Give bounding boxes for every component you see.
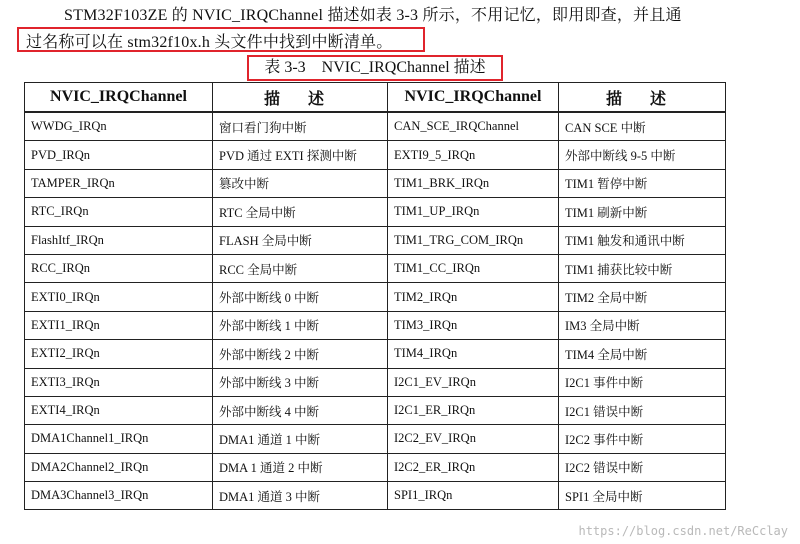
description-cell: 外部中断线 0 中断: [213, 283, 388, 311]
table-caption: 表 3-3 NVIC_IRQChannel 描述: [247, 55, 503, 81]
description-cell: IM3 全局中断: [559, 311, 726, 339]
description-cell: I2C1 事件中断: [559, 368, 726, 396]
irq-channel-cell: EXTI2_IRQn: [25, 340, 213, 368]
irq-channel-cell: TAMPER_IRQn: [25, 169, 213, 197]
irq-channel-cell: RTC_IRQn: [25, 198, 213, 226]
irq-channel-cell: I2C1_EV_IRQn: [388, 368, 559, 396]
table-row: [25, 340, 726, 368]
paragraph-line-2: 过名称可以在 stm32f10x.h 头文件中找到中断清单。: [26, 34, 393, 51]
irq-channel-cell: EXTI9_5_IRQn: [388, 141, 559, 169]
table-row: [25, 453, 726, 481]
irq-channel-cell: PVD_IRQn: [25, 141, 213, 169]
table-row: [25, 254, 726, 282]
description-cell: I2C2 错误中断: [559, 453, 726, 481]
irq-channel-cell: CAN_SCE_IRQChannel: [388, 112, 559, 141]
irq-channel-cell: TIM1_BRK_IRQn: [388, 169, 559, 197]
paragraph-line-1: STM32F103ZE 的 NVIC_IRQChannel 描述如表 3-3 所示，不用记忆，即用即查，并且通: [64, 7, 682, 24]
irq-channel-cell: FlashItf_IRQn: [25, 226, 213, 254]
irq-channel-cell: EXTI3_IRQn: [25, 368, 213, 396]
description-cell: RCC 全局中断: [213, 254, 388, 282]
irq-channel-cell: TIM2_IRQn: [388, 283, 559, 311]
table-row: [25, 311, 726, 339]
table-row: [25, 112, 726, 141]
table-row: [25, 482, 726, 510]
irq-table: [24, 82, 726, 510]
irq-channel-cell: RCC_IRQn: [25, 254, 213, 282]
table-row: [25, 283, 726, 311]
irq-channel-cell: EXTI0_IRQn: [25, 283, 213, 311]
irq-channel-cell: TIM3_IRQn: [388, 311, 559, 339]
description-cell: I2C1 错误中断: [559, 396, 726, 424]
description-cell: DMA1 通道 1 中断: [213, 425, 388, 453]
description-cell: RTC 全局中断: [213, 198, 388, 226]
table-row: [25, 425, 726, 453]
irq-channel-cell: DMA3Channel3_IRQn: [25, 482, 213, 510]
irq-channel-cell: SPI1_IRQn: [388, 482, 559, 510]
irq-channel-cell: I2C2_EV_IRQn: [388, 425, 559, 453]
description-cell: CAN SCE 中断: [559, 112, 726, 141]
description-cell: 篡改中断: [213, 169, 388, 197]
description-cell: 外部中断线 3 中断: [213, 368, 388, 396]
description-cell: TIM1 捕获比较中断: [559, 254, 726, 282]
description-cell: 窗口看门狗中断: [213, 112, 388, 141]
irq-channel-cell: I2C1_ER_IRQn: [388, 396, 559, 424]
table-row: [25, 169, 726, 197]
table-row: [25, 141, 726, 169]
description-cell: TIM2 全局中断: [559, 283, 726, 311]
description-cell: FLASH 全局中断: [213, 226, 388, 254]
description-cell: SPI1 全局中断: [559, 482, 726, 510]
table-header-row: [25, 83, 726, 113]
highlight-box: [17, 27, 425, 52]
description-cell: 外部中断线 4 中断: [213, 396, 388, 424]
description-cell: PVD 通过 EXTI 探测中断: [213, 141, 388, 169]
description-cell: TIM1 触发和通讯中断: [559, 226, 726, 254]
table-row: [25, 226, 726, 254]
description-cell: I2C2 事件中断: [559, 425, 726, 453]
irq-channel-cell: I2C2_ER_IRQn: [388, 453, 559, 481]
header-description: 描 述: [559, 83, 726, 113]
irq-channel-cell: DMA1Channel1_IRQn: [25, 425, 213, 453]
description-cell: TIM4 全局中断: [559, 340, 726, 368]
description-cell: TIM1 暂停中断: [559, 169, 726, 197]
table-row: [25, 198, 726, 226]
description-cell: 外部中断线 1 中断: [213, 311, 388, 339]
description-cell: TIM1 刷新中断: [559, 198, 726, 226]
table-row: [25, 396, 726, 424]
description-cell: DMA1 通道 3 中断: [213, 482, 388, 510]
header-description: 描 述: [213, 83, 388, 113]
table-row: [25, 368, 726, 396]
description-cell: 外部中断线 9-5 中断: [559, 141, 726, 169]
header-irq-channel: NVIC_IRQChannel: [25, 83, 213, 113]
description-cell: DMA 1 通道 2 中断: [213, 453, 388, 481]
irq-channel-cell: EXTI1_IRQn: [25, 311, 213, 339]
irq-channel-cell: EXTI4_IRQn: [25, 396, 213, 424]
irq-channel-cell: TIM1_TRG_COM_IRQn: [388, 226, 559, 254]
irq-channel-cell: WWDG_IRQn: [25, 112, 213, 141]
irq-channel-cell: TIM4_IRQn: [388, 340, 559, 368]
irq-channel-cell: TIM1_CC_IRQn: [388, 254, 559, 282]
description-cell: 外部中断线 2 中断: [213, 340, 388, 368]
watermark: https://blog.csdn.net/ReCclay: [578, 524, 788, 538]
irq-channel-cell: TIM1_UP_IRQn: [388, 198, 559, 226]
header-irq-channel: NVIC_IRQChannel: [388, 83, 559, 113]
irq-channel-cell: DMA2Channel2_IRQn: [25, 453, 213, 481]
